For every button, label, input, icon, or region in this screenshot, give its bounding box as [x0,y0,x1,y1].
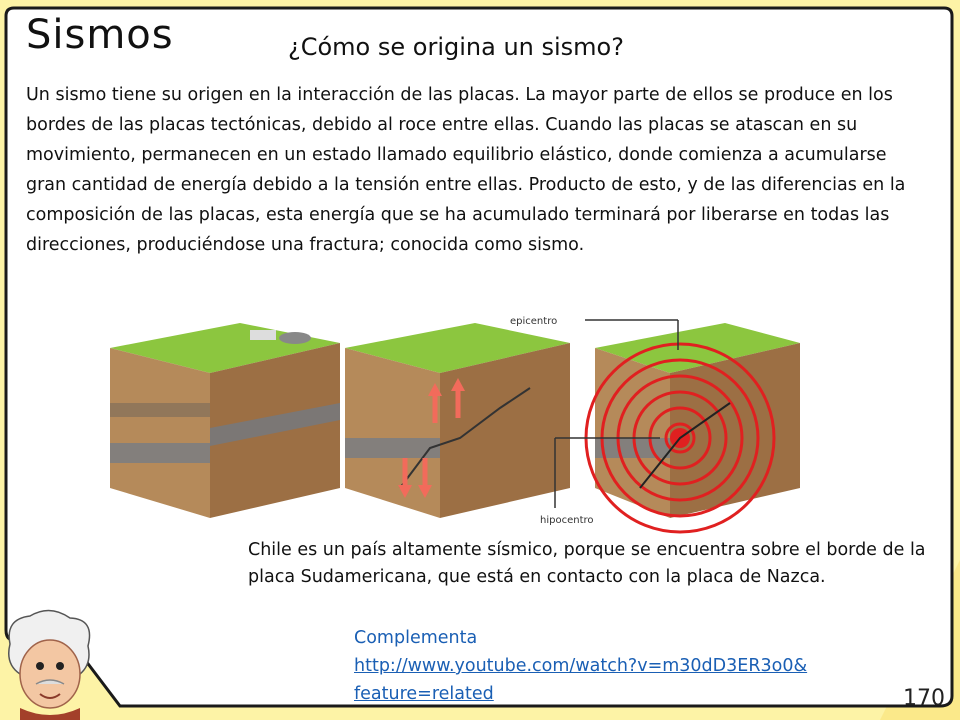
terrain-block-2 [345,323,570,518]
hypocenter-label: hipocentro [540,515,594,526]
scientist-mascot-icon [0,604,100,720]
slide-subtitle: ¿Cómo se origina un sismo? [288,33,624,61]
video-link-line1: http://www.youtube.com/watch?v=m30dD3ER3o0& [354,656,808,676]
video-link-line2: feature=related [354,684,494,704]
chile-paragraph: Chile es un país altamente sísmico, porque se encuentra sobre el borde de la placa Sudamericana, que está en contacto con la placa de Nazca. [248,540,926,587]
epicenter-label: epicentro [510,316,558,327]
complement-section [354,624,954,708]
terrain-block-1 [110,323,340,518]
earthquake-diagram [100,308,820,538]
slide-title: Sismos [26,12,174,58]
body-paragraph: Un sismo tiene su origen en la interacción de las placas. La mayor parte de ellos se produce en los bordes de las placas tectónicas, debido al roce entre ellas. Cuando las placas se atascan en su movimiento, permanecen en un estado llamado equilibrio elástico, donde comienza a acumularse gran cantidad de energía debido a la tensión entre ellas. Producto de esto, y de las diferencias en la composición de las placas, esta energía que se ha acumulado terminará por liberarse en todas las direcciones, produciéndose una fractura; conocida como sismo. [26,85,906,255]
video-link[interactable] [354,656,807,704]
complement-label: Complementa [354,628,478,648]
page-number: 170 [903,686,945,711]
terrain-block-3 [586,323,800,532]
